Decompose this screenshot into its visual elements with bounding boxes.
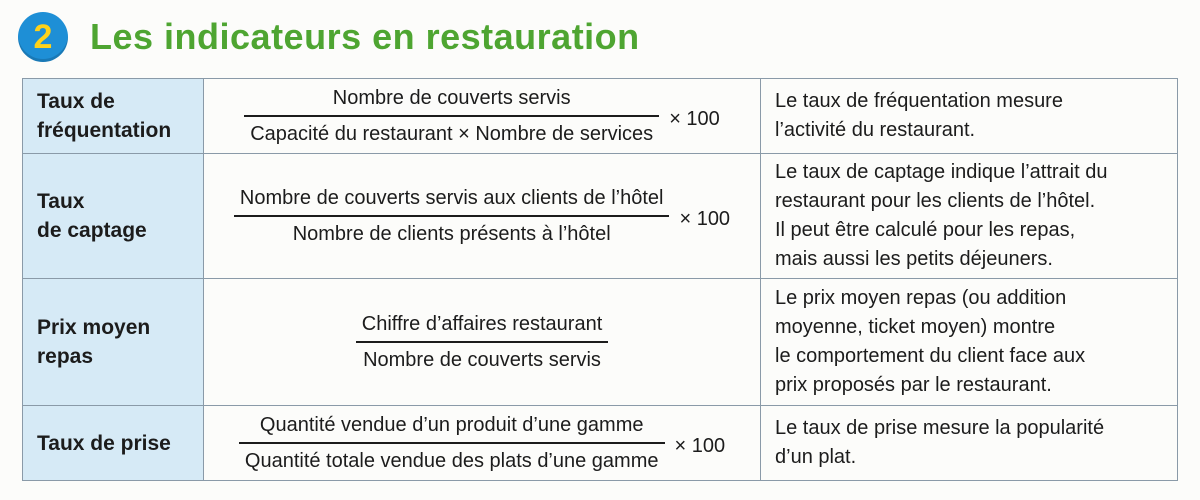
multiplier: × 100 [679, 207, 731, 230]
multiplier: × 100 [674, 434, 726, 457]
table-row [23, 406, 1178, 481]
section-header [18, 12, 640, 62]
fraction-numerator: Nombre de couverts servis aux clients de l’hôtel [239, 187, 664, 210]
indicator-formula [204, 154, 761, 279]
fraction [234, 184, 670, 248]
fraction-denominator: Nombre de clients présents à l’hôtel [292, 222, 611, 245]
fraction-bar [239, 442, 665, 444]
table-row [23, 79, 1178, 154]
indicator-formula [204, 406, 761, 481]
multiplier: × 100 [669, 107, 720, 130]
indicator-description: Le taux de captage indique l’attrait du restaurant pour les clients de l’hôtel. Il peut être calculé pour les repas, mais aussi les petits déjeuners. [761, 154, 1178, 279]
section-number-badge: 2 [18, 12, 68, 62]
indicator-name: Taux de captage [23, 154, 204, 279]
fraction [239, 411, 665, 475]
fraction-numerator: Quantité vendue d’un produit d’une gamme [259, 414, 644, 437]
indicator-name: Taux de prise [23, 406, 204, 481]
fraction-denominator: Quantité totale vendue des plats d’une gamme [244, 449, 659, 472]
fraction [244, 84, 659, 148]
indicator-description: Le taux de fréquentation mesure l’activité du restaurant. [761, 79, 1178, 154]
fraction-numerator: Chiffre d’affaires restaurant [361, 313, 603, 336]
indicator-description: Le prix moyen repas (ou addition moyenne, ticket moyen) montre le comportement du client face aux prix proposés par le restaurant. [761, 279, 1178, 406]
fraction-numerator: Nombre de couverts servis [332, 87, 571, 110]
indicators-table [22, 78, 1178, 481]
fraction [356, 310, 609, 374]
fraction-bar [234, 215, 670, 217]
table-row [23, 279, 1178, 406]
fraction-bar [244, 115, 659, 117]
fraction-denominator: Nombre de couverts servis [363, 348, 601, 371]
section-title: Les indicateurs en restauration [90, 16, 640, 57]
indicator-description: Le taux de prise mesure la popularité d’un plat. [761, 406, 1178, 481]
indicator-formula [204, 79, 761, 154]
fraction-denominator: Capacité du restaurant × Nombre de services [250, 122, 654, 145]
indicator-name: Prix moyen repas [23, 279, 204, 406]
fraction-bar [356, 341, 609, 343]
indicator-formula [204, 279, 761, 406]
table-row [23, 154, 1178, 279]
indicator-name: Taux de fréquentation [23, 79, 204, 154]
